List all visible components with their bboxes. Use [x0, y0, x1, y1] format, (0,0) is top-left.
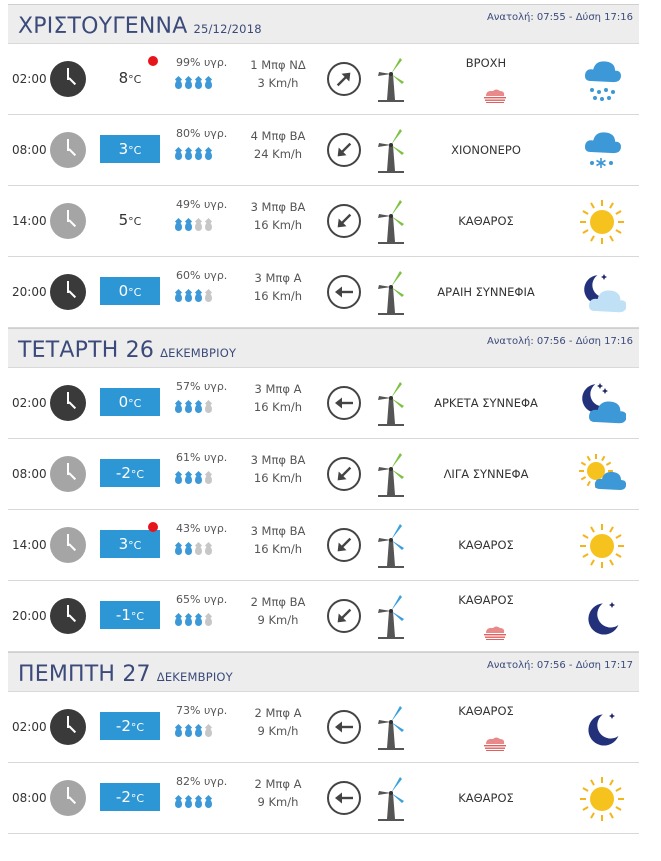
weather-description: ΑΡΚΕΤΑ ΣΥΝΝΕΦΑ: [434, 396, 538, 410]
wind-info: [238, 451, 318, 487]
drop-icon: [205, 80, 212, 89]
temperature-value: -2: [115, 717, 131, 735]
drop-icon: [175, 546, 182, 555]
humidity: 43% υγρ.: [176, 522, 228, 535]
drop-icon: [175, 728, 182, 737]
drop-icon: [195, 222, 202, 231]
sun-icon: [578, 198, 626, 246]
drop-icon: [205, 475, 212, 484]
wind-direction-arrow-icon: [326, 274, 362, 310]
temperature-value: 3: [118, 140, 129, 158]
moon-cloud-icon: [578, 380, 626, 428]
temperature-value: 5: [118, 211, 129, 229]
windmill-icon: [376, 56, 406, 102]
drop-icon: [185, 151, 192, 160]
windmill-icon: [376, 593, 406, 639]
wind-force: 4 Μπφ ΒΑ: [250, 129, 306, 143]
temperature: [100, 783, 160, 811]
drop-icon: [195, 799, 202, 808]
day-title: [18, 14, 262, 39]
forecast-row: [8, 763, 639, 834]
weather-description: ΛΙΓΑ ΣΥΝΝΕΦΑ: [443, 467, 529, 481]
wind-direction-arrow-icon: [326, 385, 362, 421]
drop-icon: [205, 293, 212, 302]
day-header: [8, 652, 639, 692]
forecast-row: [8, 510, 639, 581]
wind-force: 3 Μπφ Α: [254, 271, 302, 285]
wind-speed: 16 Km/h: [253, 400, 303, 414]
wind-direction-arrow-icon: [326, 709, 362, 745]
weather-description: ΒΡΟΧΗ: [465, 56, 507, 70]
drop-icon: [205, 546, 212, 555]
drop-icon: [175, 475, 182, 484]
windmill-icon: [376, 451, 406, 497]
humidity: 49% υγρ.: [176, 198, 228, 211]
temperature-unit: °C: [128, 215, 142, 228]
wind-direction-arrow-icon: [326, 780, 362, 816]
drop-icon: [205, 222, 212, 231]
alert-dot: [148, 56, 158, 66]
humidity-drops: [175, 216, 215, 230]
drop-icon: [195, 293, 202, 302]
forecast-time: 14:00: [12, 538, 47, 552]
wind-speed: 16 Km/h: [253, 289, 303, 303]
wind-force: 3 Μπφ Α: [254, 382, 302, 396]
day-name: ΧΡΙΣΤΟΥΓΕΝΝΑ: [18, 14, 188, 39]
humidity: 57% υγρ.: [176, 380, 228, 393]
drop-icon: [185, 222, 192, 231]
wind-info: [238, 522, 318, 558]
weather-description: ΚΑΘΑΡΟΣ: [458, 704, 514, 718]
alert-dot: [148, 522, 158, 532]
forecast-row: [8, 368, 639, 439]
drop-icon: [205, 799, 212, 808]
sun-icon: [578, 775, 626, 823]
drop-icon: [175, 617, 182, 626]
clock-icon: [50, 203, 86, 239]
humidity-drops: [175, 287, 215, 301]
temperature: [100, 459, 160, 487]
drop-icon: [195, 617, 202, 626]
wind-force: 1 Μπφ ΝΔ: [250, 58, 306, 72]
humidity: 80% υγρ.: [176, 127, 228, 140]
forecast-row: [8, 581, 639, 652]
humidity: 73% υγρ.: [176, 704, 228, 717]
drop-icon: [185, 546, 192, 555]
weather-description: ΚΑΘΑΡΟΣ: [458, 593, 514, 607]
weather-description: ΚΑΘΑΡΟΣ: [458, 791, 514, 805]
wind-force: 2 Μπφ ΒΑ: [250, 595, 306, 609]
temperature-value: -1: [115, 606, 131, 624]
wind-info: [238, 56, 318, 92]
forecast-row: [8, 439, 639, 510]
temperature: [100, 712, 160, 740]
drop-icon: [195, 728, 202, 737]
drop-icon: [185, 475, 192, 484]
rain-cloud-small-icon: [483, 736, 507, 750]
humidity-drops: [175, 74, 215, 88]
wind-speed: 9 Km/h: [257, 724, 299, 738]
wind-direction-arrow-icon: [326, 598, 362, 634]
windmill-icon: [376, 380, 406, 426]
wind-speed: 16 Km/h: [253, 218, 303, 232]
drop-icon: [205, 151, 212, 160]
windmill-icon: [376, 704, 406, 750]
forecast-time: 02:00: [12, 396, 47, 410]
temperature-value: 3: [118, 535, 129, 553]
wind-speed: 16 Km/h: [253, 471, 303, 485]
wind-force: 3 Μπφ ΒΑ: [250, 453, 306, 467]
day-title: [18, 662, 233, 687]
clock-icon: [50, 709, 86, 745]
wind-force: 2 Μπφ Α: [254, 706, 302, 720]
temperature: [100, 601, 160, 629]
wind-info: [238, 704, 318, 740]
forecast-time: 20:00: [12, 609, 47, 623]
temperature: [100, 388, 160, 416]
clock-icon: [50, 385, 86, 421]
temperature-unit: °C: [128, 539, 142, 552]
drop-icon: [195, 475, 202, 484]
moon-icon: [578, 704, 626, 752]
wind-speed: 24 Km/h: [253, 147, 303, 161]
forecast-time: 20:00: [12, 285, 47, 299]
humidity: 82% υγρ.: [176, 775, 228, 788]
forecast-time: 08:00: [12, 791, 47, 805]
day-header: [8, 328, 639, 368]
moon-cloud-light-icon: [578, 269, 626, 317]
clock-icon: [50, 61, 86, 97]
temperature-unit: °C: [130, 610, 145, 623]
windmill-icon: [376, 127, 406, 173]
weather-description: ΚΑΘΑΡΟΣ: [458, 538, 514, 552]
wind-info: [238, 198, 318, 234]
temperature: [100, 277, 160, 305]
wind-info: [238, 775, 318, 811]
drop-icon: [195, 404, 202, 413]
wind-direction-arrow-icon: [326, 456, 362, 492]
drop-icon: [175, 151, 182, 160]
forecast-row: [8, 186, 639, 257]
forecast-row: [8, 115, 639, 186]
wind-direction-arrow-icon: [326, 132, 362, 168]
forecast-time: 02:00: [12, 720, 47, 734]
drop-icon: [175, 293, 182, 302]
drop-icon: [185, 80, 192, 89]
temperature-unit: °C: [130, 468, 145, 481]
sun-cloud-icon: [578, 451, 626, 499]
drop-icon: [195, 546, 202, 555]
temperature-unit: °C: [130, 792, 145, 805]
temperature: [100, 206, 160, 234]
forecast-row: [8, 692, 639, 763]
moon-icon: [578, 593, 626, 641]
windmill-icon: [376, 269, 406, 315]
temperature-value: -2: [115, 788, 131, 806]
wind-force: 2 Μπφ Α: [254, 777, 302, 791]
humidity-drops: [175, 540, 215, 554]
forecast-row: [8, 257, 639, 328]
drop-icon: [185, 404, 192, 413]
drop-icon: [175, 80, 182, 89]
sunrise-sunset: Ανατολή: 07:56 - Δύση 17:16: [486, 336, 633, 347]
drop-icon: [205, 617, 212, 626]
drop-icon: [195, 80, 202, 89]
drop-icon: [175, 404, 182, 413]
forecast-time: 08:00: [12, 143, 47, 157]
temperature: [100, 64, 160, 92]
wind-force: 3 Μπφ ΒΑ: [250, 200, 306, 214]
temperature-value: -2: [115, 464, 131, 482]
windmill-icon: [376, 198, 406, 244]
temperature-unit: °C: [128, 397, 142, 410]
drop-icon: [185, 728, 192, 737]
clock-icon: [50, 527, 86, 563]
drop-icon: [195, 151, 202, 160]
wind-info: [238, 380, 318, 416]
forecast-time: 08:00: [12, 467, 47, 481]
drop-icon: [205, 728, 212, 737]
wind-force: 3 Μπφ ΒΑ: [250, 524, 306, 538]
temperature-value: 0: [118, 393, 129, 411]
wind-info: [238, 269, 318, 305]
forecast-row: [8, 44, 639, 115]
sun-icon: [578, 522, 626, 570]
wind-info: [238, 593, 318, 629]
drop-icon: [185, 293, 192, 302]
drop-icon: [175, 222, 182, 231]
wind-speed: 3 Km/h: [257, 76, 299, 90]
wind-info: [238, 127, 318, 163]
clock-icon: [50, 780, 86, 816]
windmill-icon: [376, 775, 406, 821]
drop-icon: [185, 617, 192, 626]
humidity: 99% υγρ.: [176, 56, 228, 69]
wind-speed: 9 Km/h: [257, 795, 299, 809]
weather-description: ΚΑΘΑΡΟΣ: [458, 214, 514, 228]
sunrise-sunset: Ανατολή: 07:55 - Δύση 17:16: [486, 12, 633, 23]
rain-cloud-small-icon: [483, 88, 507, 102]
humidity: 65% υγρ.: [176, 593, 228, 606]
temperature-unit: °C: [128, 73, 142, 86]
wind-direction-arrow-icon: [326, 203, 362, 239]
clock-icon: [50, 132, 86, 168]
temperature-unit: °C: [128, 144, 142, 157]
humidity-drops: [175, 793, 215, 807]
temperature-unit: °C: [130, 721, 145, 734]
humidity: 60% υγρ.: [176, 269, 228, 282]
weather-description: ΑΡΑΙΗ ΣΥΝΝΕΦΙΑ: [437, 285, 535, 299]
sunrise-sunset: Ανατολή: 07:56 - Δύση 17:17: [486, 660, 633, 671]
drop-icon: [175, 799, 182, 808]
rain-cloud-small-icon: [483, 625, 507, 639]
wind-speed: 9 Km/h: [257, 613, 299, 627]
day-header: [8, 4, 639, 44]
day-title: [18, 338, 236, 363]
drop-icon: [205, 404, 212, 413]
day-date: ΔΕΚΕΜΒΡΙΟΥ: [160, 346, 237, 360]
humidity-drops: [175, 722, 215, 736]
day-date: 25/12/2018: [193, 22, 262, 36]
temperature-unit: °C: [128, 286, 142, 299]
windmill-icon: [376, 522, 406, 568]
humidity: 61% υγρ.: [176, 451, 228, 464]
clock-icon: [50, 598, 86, 634]
day-name: ΠΕΜΠΤΗ 27: [18, 662, 151, 687]
wind-speed: 16 Km/h: [253, 542, 303, 556]
temperature: [100, 530, 160, 558]
rain-cloud-icon: [578, 56, 626, 104]
humidity-drops: [175, 469, 215, 483]
temperature-value: 8: [118, 69, 129, 87]
sleet-cloud-icon: [578, 127, 626, 175]
forecast-time: 14:00: [12, 214, 47, 228]
wind-direction-arrow-icon: [326, 527, 362, 563]
humidity-drops: [175, 398, 215, 412]
humidity-drops: [175, 611, 215, 625]
drop-icon: [185, 799, 192, 808]
humidity-drops: [175, 145, 215, 159]
forecast-time: 02:00: [12, 72, 47, 86]
weather-description: ΧΙΟΝΟΝΕΡΟ: [451, 143, 521, 157]
temperature: [100, 135, 160, 163]
day-name: ΤΕΤΑΡΤΗ 26: [18, 338, 155, 363]
wind-direction-arrow-icon: [326, 61, 362, 97]
clock-icon: [50, 456, 86, 492]
day-date: ΔΕΚΕΜΒΡΙΟΥ: [156, 670, 233, 684]
clock-icon: [50, 274, 86, 310]
temperature-value: 0: [118, 282, 129, 300]
